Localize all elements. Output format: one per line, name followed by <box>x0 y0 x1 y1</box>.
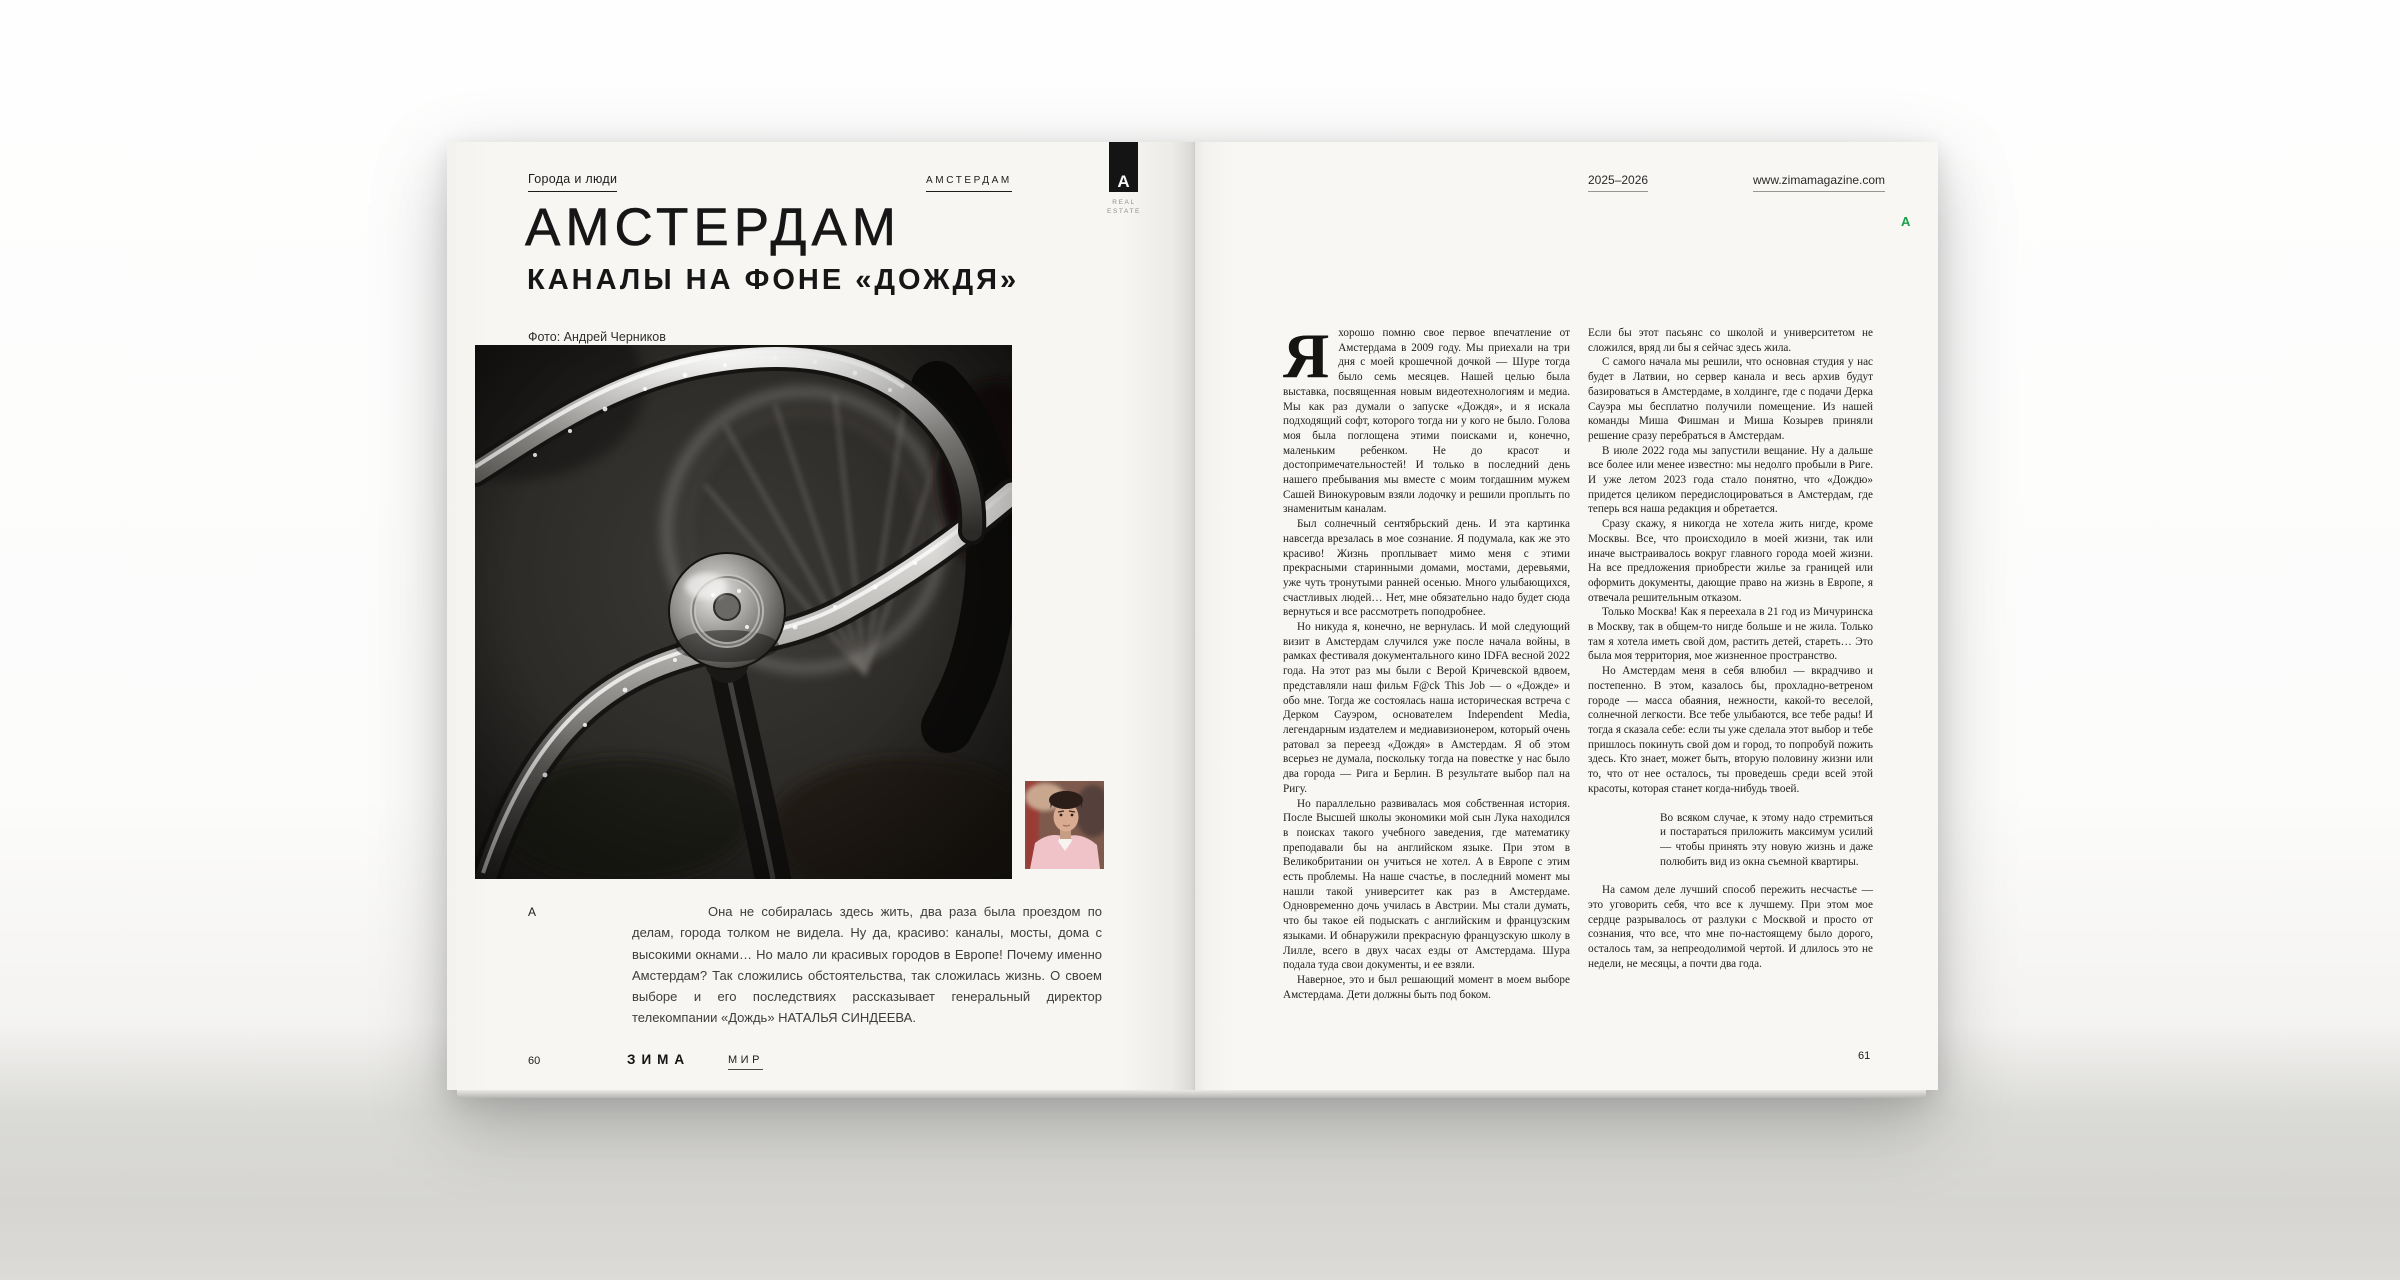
advertiser-tab <box>1109 142 1138 192</box>
page-number-left: 60 <box>528 1055 541 1067</box>
photo-credit: Фото: Андрей Черников <box>528 330 666 344</box>
left-page <box>447 142 1195 1090</box>
body-paragraph: В июле 2022 года мы запустили вещание. Ну а дальше все более или менее известно: мы недолго пробыли в Риге. И уже летом 2023 года стало понятно, что «Дождю» придется целиком передислоцироваться в Амстердам, где теперь вся наша редакция и обретается. <box>1588 444 1873 516</box>
drop-cap: Я <box>1283 320 1330 391</box>
open-magazine <box>447 142 1938 1090</box>
article-subtitle: КАНАЛЫ НА ФОНЕ «ДОЖДЯ» <box>527 264 1020 296</box>
bicycle-handlebars-photo <box>475 345 1012 879</box>
body-paragraph: Если бы этот пасьянс со школой и университетом не сложился, вряд ли бы я сейчас здесь жила. <box>1588 327 1873 354</box>
author-portrait-photo <box>1025 781 1104 869</box>
section-corner-mark: А <box>1901 214 1911 229</box>
section-kicker: Города и люди <box>528 172 617 192</box>
caption-marker: А <box>528 905 537 919</box>
body-paragraph: Но Амстердам меня в себя влюбил — вкрадчиво и постепенно. В этом, казалось бы, прохладно-ветреном городе — масса обаяния, нежности, какой-то веселой, солнечной легкости. Все тебе улыбаются, все тебе рады! И тогда я сказала себе: если ты уже сделала этот выбор и тебе пришлось покинуть свой дом и город, то попробуй пожить здесь. Кто знает, может быть, вторую половину жизни или то, что от нее осталось, ты проведешь среди всей этой красоты, которая станет когда-нибудь твоей. <box>1588 665 1873 795</box>
body-paragraph: Но параллельно развивалась моя собственная история. После Высшей школы экономики мой сын Лука находился в поисках такого учебного заведения, где математику преподавали бы на английском языке. При этом в Великобритании он учиться не хотел. А в Европе с этим есть проблемы. На наше счастье, в последний момент мы нашли такой университет как раз в Амстердаме. Одновременно дочь училась в Австрии. Мы стали думать, что бы такое ей подыскать с английским и французским языками. И обнаружили прекрасную французскую школу в Лилле, всего в двух часах езды от Амстердама. Шура подала туда свои документы, и ее взяли. <box>1283 797 1570 972</box>
running-head: АМСТЕРДАМ <box>926 175 1012 192</box>
section-label: МИР <box>728 1054 763 1070</box>
website-label: www.zimamagazine.com <box>1753 173 1885 192</box>
magazine-logo: ЗИМА <box>627 1052 691 1067</box>
body-paragraph: Был солнечный сентябрьский день. И эта картинка навсегда врезалась в мое сознание. Я подумала, как же это красиво! Жизнь проплывает мимо меня с этими прекрасными старинными домами, мостами, деревьями, уже чуть тронутыми ранней осенью. Много улыбающихся, счастливых людей… Нет, мне обязательно надо будет сюда вернуться и все рассмотреть поподробнее. <box>1283 518 1570 619</box>
article-lede-caption: Она не собиралась здесь жить, два раза была проездом по делам, города толком не видела. Ну да, красиво: каналы, мосты, дома с высокими окнами… Но мало ли красивых городов в Европе! Почему именно Амстердам? Так сложились обстоятельства, так сложилась жизнь. О своем выборе и его последствиях рассказывает генеральный директор телекомпании «Дождь» НАТАЛЬЯ СИНДЕЕВА. <box>632 904 1102 1026</box>
body-paragraph: Наверное, это и был решающий момент в моем выборе Амстердама. Дети должны быть под боком. <box>1283 973 1570 1001</box>
body-paragraph: На самом деле лучший способ пережить несчастье — это уговорить себя, что все к лучшему. При этом мое сердце разрывалось от разлуки с Москвой и просто от сознания, что все, что мне по-настоящему было дорого, осталось там, за непреодолимой чертой. И длилось это не недели, не месяцы, а почти два года. <box>1588 884 1873 970</box>
article-title: АМСТЕРДАМ <box>525 198 901 257</box>
advertiser-logo-icon: A <box>1117 172 1130 191</box>
advertiser-caption: REAL ESTATE <box>1107 199 1141 215</box>
issue-label: 2025–2026 <box>1588 173 1648 192</box>
right-page <box>1195 142 1938 1090</box>
body-paragraph: Сразу скажу, я никогда не хотела жить нигде, кроме Москвы. Все, что происходило в моей жизни, так или иначе выстраивалось вокруг главного города моей жизни. На все предложения приобрести жилье за границей или оформить документы, дающие право на жизнь в Европе, я отвечала решительным отказом. <box>1588 518 1873 604</box>
body-paragraph: Яхорошо помню свое первое впечатление от Амстердама в 2009 году. Мы приехали на три дня с моей крошечной дочкой — Шуре тогда было семь месяцев. Нашей целью была выставка, посвященная новым видеотехнологиям и медиа. Мы как раз думали о запуске «Дождя», и я искала подходящий софт, которого тогда ни у кого не было. Голова моя была поглощена этими поисками и, конечно, маленьким ребенком. Не до красот и достопримечательностей! И только в последний день нашего пребывания мы вместе с моим тогдашним мужем Сашей Винокуровым взяли лодочку и решили проплыть по знаменитым каналам. <box>1283 320 1570 516</box>
body-column-1 <box>1283 320 1570 1002</box>
pull-quote-paragraph: Во всяком случае, к этому надо стремиться и постараться приложить максимум усилий — чтобы принять эту новую жизнь и даже полюбить вид из окна съемной квартиры. <box>1660 811 1873 868</box>
body-paragraph: С самого начала мы решили, что основная студия у нас будет в Латвии, но сервер канала и весь архив будут базироваться в Амстердаме, в холдинге, где с подачи Дерка Сауэра мы бесплатно получили помещение. Из нашей команды Миша Фишман и Миша Козырев приняли решение сразу перебраться в Амстердам. <box>1588 356 1873 442</box>
body-column-2 <box>1588 326 1873 972</box>
body-paragraph: Но никуда я, конечно, не вернулась. И мой следующий визит в Амстердам случился уже после начала войны, в рамках фестиваля документального кино IDFA весной 2022 года. На этот раз мы были с Верой Кричевской вдвоем, представляли наш фильм F@ck This Job — о «Дожде» и обо мне. Тогда же состоялась наша историческая встреча с Дерком Сауэром, основателем Independent Media, легендарным издателем и медиавизионером, который очень ратовал за переезд «Дождя» в Амстердам. Я об этом всерьез не думала, поскольку тогда на повестке у нас было два города — Рига и Берлин. В результате выбор пал на Ригу. <box>1283 621 1570 795</box>
body-paragraph: Только Москва! Как я переехала в 21 год из Мичуринска в Москву, так в общем-то нигде больше и не жила. Только там я хотела иметь свой дом, растить детей, стареть… Это была моя территория, мое жизненное пространство. <box>1588 606 1873 663</box>
page-number-right: 61 <box>1858 1050 1871 1062</box>
